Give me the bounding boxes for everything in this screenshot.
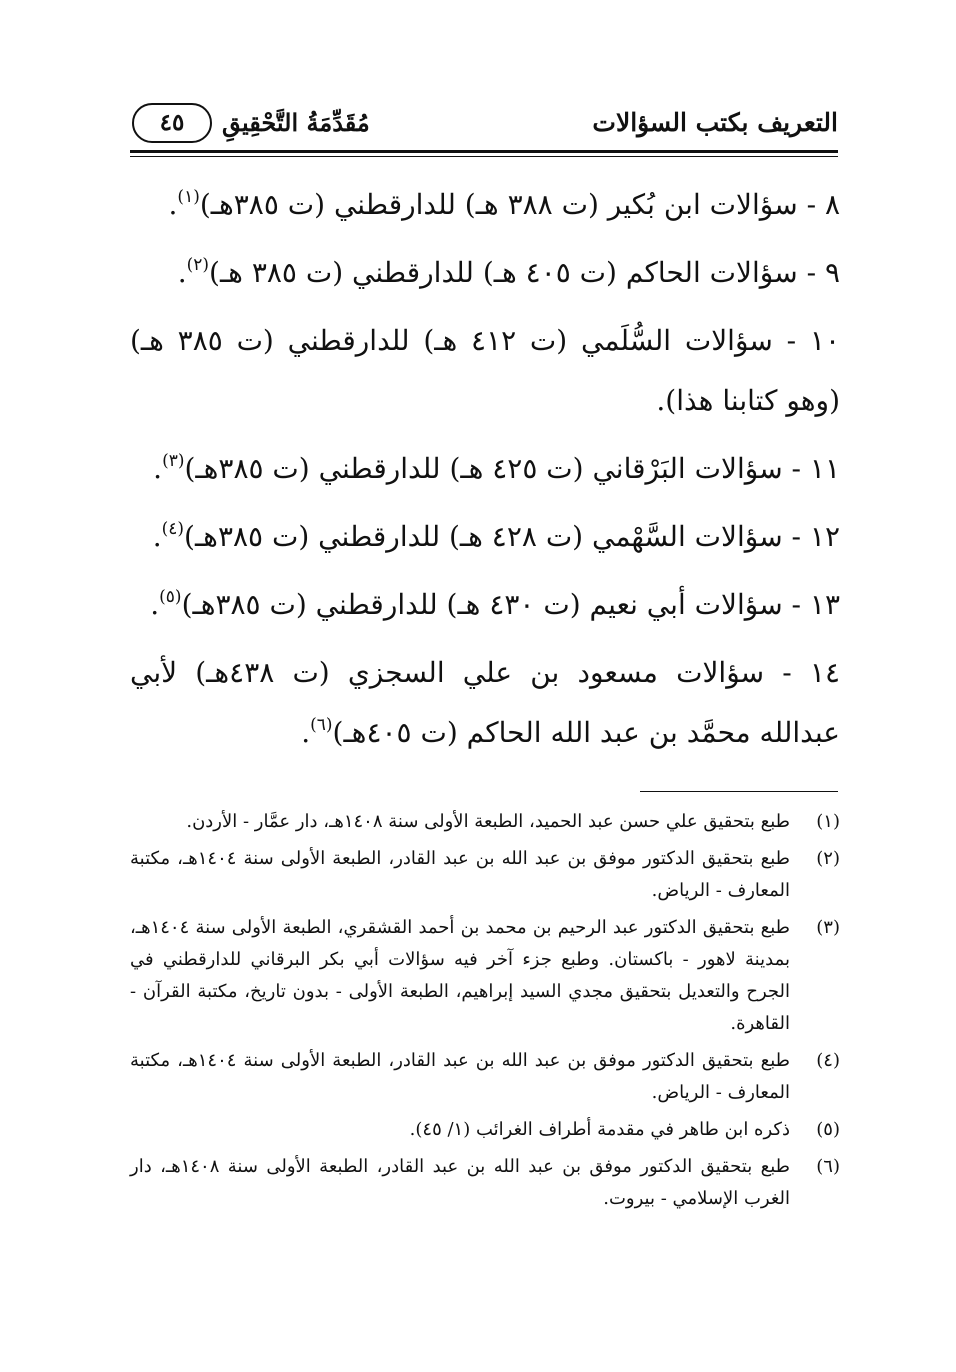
- list-item: [130, 439, 840, 499]
- footnotes: [130, 806, 840, 1220]
- entry-text: ٨ - سؤالات ابن بُكير (ت ٣٨٨ هـ) للدارقطني (ت ٣٨٥هـ): [199, 188, 840, 221]
- entry-text: ١٠ - سؤالات السُّلَمي (ت ٤١٢ هـ) للدارقطني (ت ٣٨٥ هـ) (وهو كتابنا هذا): [130, 324, 840, 417]
- footnote-number: (٤): [816, 1050, 840, 1071]
- footnote-number: (١): [816, 811, 840, 832]
- footnote: [130, 1114, 840, 1146]
- footnote-ref: (٥): [159, 587, 182, 607]
- entry-tail: .: [177, 256, 187, 289]
- entry-text: ١٣ - سؤالات أبي نعيم (ت ٤٣٠ هـ) للدارقطني (ت ٣٨٥هـ): [181, 588, 840, 621]
- footnote-text: ذكره ابن طاهر في مقدمة أطراف الغرائب (١/ ٤٥).: [409, 1119, 790, 1140]
- footnote: [130, 1151, 840, 1215]
- list-item: [130, 243, 840, 303]
- footnote-number: (٥): [816, 1119, 840, 1140]
- header-rule-thick: [130, 150, 838, 153]
- running-title: التعريف بكتب السؤالات: [592, 108, 838, 137]
- entry-text: ٩ - سؤالات الحاكم (ت ٤٠٥ هـ) للدارقطني (ت ٣٨٥ هـ): [209, 256, 840, 289]
- footnote-ref: (٦): [310, 715, 333, 735]
- entry-tail: .: [150, 588, 160, 621]
- entry-text: ١١ - سؤالات البَرْقاني (ت ٤٢٥ هـ) للدارقطني (ت ٣٨٥هـ): [184, 452, 840, 485]
- footnote-text: طبع بتحقيق الدكتور موفق بن عبد الله بن عبد القادر، الطبعة الأولى سنة ١٤٠٨هـ، دار الغرب الإسلامي - بيروت.: [130, 1156, 790, 1209]
- footnote-number: (٣): [816, 917, 840, 938]
- footnote-ref: (٢): [186, 255, 210, 275]
- footnote-ref: (٣): [162, 451, 185, 471]
- footnote: [130, 1045, 840, 1109]
- footnote-text: طبع بتحقيق الدكتور موفق بن عبد الله بن عبد القادر، الطبعة الأولى سنة ١٤٠٤هـ، مكتبة المعارف - الرياض.: [130, 1050, 790, 1103]
- entry-text: ١٤ - سؤالات مسعود بن علي السجزي (ت ٤٣٨هـ) لأبي عبدالله محمَّد بن عبد الله الحاكم (ت ٤٠٥هـ): [130, 656, 840, 749]
- footnote-text: طبع بتحقيق الدكتور موفق بن عبد الله بن عبد القادر، الطبعة الأولى سنة ١٤٠٤هـ، مكتبة المعارف - الرياض.: [130, 848, 790, 901]
- header-rule-thin: [130, 156, 838, 157]
- footnote: [130, 806, 840, 838]
- list-item: [130, 507, 840, 567]
- footnote-separator: [640, 791, 838, 792]
- list-item: [130, 643, 840, 763]
- footnote-text: طبع بتحقيق علي حسن عبد الحميد، الطبعة الأولى سنة ١٤٠٨هـ، دار عمَّار - الأردن.: [186, 811, 790, 832]
- list-item: [130, 311, 840, 431]
- entry-tail: .: [153, 452, 163, 485]
- page-header: [130, 100, 838, 148]
- questions-list: [130, 175, 840, 771]
- entry-tail: .: [152, 520, 162, 553]
- list-item: [130, 575, 840, 635]
- section-title: مُقَدِّمَةُ التَّحْقِيقِ: [222, 108, 370, 137]
- footnote-text: طبع بتحقيق الدكتور عبد الرحيم بن محمد بن أحمد القشقري، الطبعة الأولى سنة ١٤٠٤هـ، بمدينة لاهور - باكستان. وطبع جزء آخر فيه سؤالات أبي بكر البرقاني للدارقطني في الجرح والتعديل بتحقيق مجدي السيد إبراهيم، الطبعة الأولى - بدون تاريخ، مكتبة القرآن - القاهرة.: [130, 917, 790, 1034]
- footnote: [130, 912, 840, 1040]
- entry-tail: .: [656, 384, 666, 417]
- list-item: [130, 175, 840, 235]
- footnote-ref: (١): [177, 187, 200, 207]
- page-number-badge: ٤٥: [132, 103, 212, 143]
- entry-text: ١٢ - سؤالات السَّهْمي (ت ٤٢٨ هـ) للدارقطني (ت ٣٨٥هـ): [184, 520, 840, 553]
- footnote-ref: (٤): [161, 519, 185, 539]
- footnote: [130, 843, 840, 907]
- footnote-number: (٦): [816, 1156, 840, 1177]
- footnote-number: (٢): [816, 848, 840, 869]
- entry-tail: .: [301, 716, 311, 749]
- entry-tail: .: [168, 188, 178, 221]
